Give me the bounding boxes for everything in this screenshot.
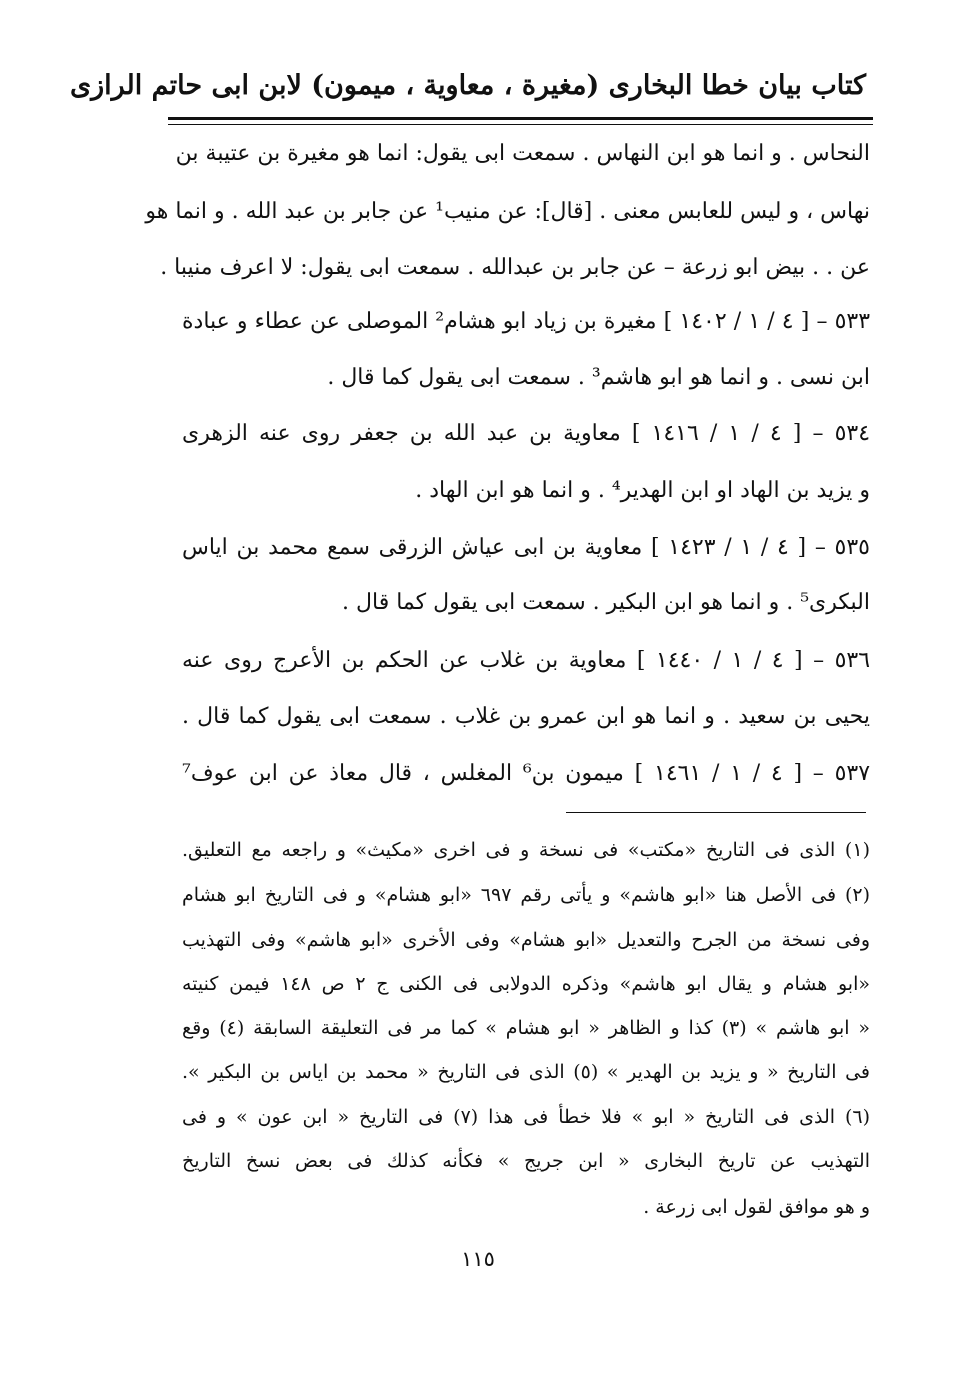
footnote-line-6: فى التاريخ « و يزيد بن الهدير » (٥) الذى فى التاريخ « محمد بن اياس بن البكير ». xyxy=(182,1061,870,1083)
entry-533-line-1: ٥٣٣ – [ ٤ / ١ / ١٤٠٢ ] مغيرة بن زياد ابو هشام² الموصلى عن عطاء و عبادة xyxy=(182,309,871,334)
footnote-separator xyxy=(566,812,866,813)
entry-533-line-2: ابن نسى . و انما هو ابو هاشم³ . سمعت ابى يقول كما قال . xyxy=(327,365,870,390)
footnote-line-3: وفى نسخة من الجرح والتعديل «ابو هشام» وفى الأخرى «ابو هاشم» وفى التهذيب xyxy=(182,929,870,951)
header-rule-thin xyxy=(168,124,873,125)
entry-534-line-2: و يزيد بن الهاد او ابن الهدير⁴ . و انما هو ابن الهاد . xyxy=(415,478,870,503)
entry-534-line-1: ٥٣٤ – [ ٤ / ١ / ١٤١٦ ] معاوية بن عبد الله بن جعفر روى عنه الزهرى xyxy=(182,421,871,446)
entry-536-line-2: يحيى بن سعيد . و انما هو ابن عمرو بن غلاب . سمعت ابى يقول كما قال . xyxy=(182,704,870,729)
entry-535-line-2: البكرى⁵ . و انما هو ابن البكير . سمعت ابى يقول كما قال . xyxy=(342,590,870,615)
page-number: ١١٥ xyxy=(461,1247,495,1271)
footnote-line-5: « ابو هاشم » (٣) كذا و الظاهر « ابو هشام » كما مر فى التعليقة السابقة (٤) وقع xyxy=(182,1017,870,1039)
footnote-line-9: و هو موافق لقول ابى زرعة . xyxy=(643,1196,870,1218)
body-line-3: عن . . بيض ابو زرعة – عن جابر بن عبدالله . سمعت ابى يقول: لا اعرف منيبا . xyxy=(160,255,870,280)
header-rule-thick xyxy=(168,117,873,120)
page-header-title: كتاب بيان خطا البخارى (مغيرة ، معاوية ، ميمون) لابن ابى حاتم الرازى xyxy=(69,70,866,101)
body-line-1: النحاس . و انما هو ابن النهاس . سمعت ابى يقول: انما هو مغيرة بن عتيبة بن xyxy=(175,141,870,166)
footnote-line-7: (٦) الذى فى التاريخ « ابو » فلا خطأ فى هذا (٧) فى التاريخ « ابن عون » و فى xyxy=(182,1106,870,1128)
footnote-line-1: (١) الذى فى التاريخ «مكتب» فى نسخة و فى اخرى «مكيث» و راجعه مع التعليق. xyxy=(182,839,870,861)
footnote-line-2: (٢) فى الأصل هنا «ابو هاشم» و يأتى رقم ٦٩٧ «ابو هشام» و فى التاريخ ابو هشام xyxy=(182,884,870,906)
body-line-2: نهاس ، و ليس للعابس معنى . [قال]: عن منيب¹ عن جابر بن عبد الله . و انما هو xyxy=(145,199,870,224)
entry-536-line-1: ٥٣٦ – [ ٤ / ١ / ١٤٤٠ ] معاوية بن غلاب عن الحكم بن الأعرج روى عنه xyxy=(182,648,871,673)
footnote-line-4: «ابو هشام و يقال ابو هاشم» وذكره الدولابى فى الكنى ج ٢ ص ١٤٨ فيمن كنيته xyxy=(182,973,870,995)
entry-537-line-1: ٥٣٧ – [ ٤ / ١ / ١٤٦١ ] ميمون بن⁶ المغلس ، قال معاذ عن ابن عوف⁷ xyxy=(182,761,871,786)
footnote-line-8: التهذيب عن تاريخ البخارى « ابن جريج » فكأنه كذلك فى بعض نسخ التاريخ xyxy=(182,1150,870,1172)
entry-535-line-1: ٥٣٥ – [ ٤ / ١ / ١٤٢٣ ] معاوية بن ابى عياش الزرقى سمع محمد بن اياس xyxy=(182,535,870,560)
